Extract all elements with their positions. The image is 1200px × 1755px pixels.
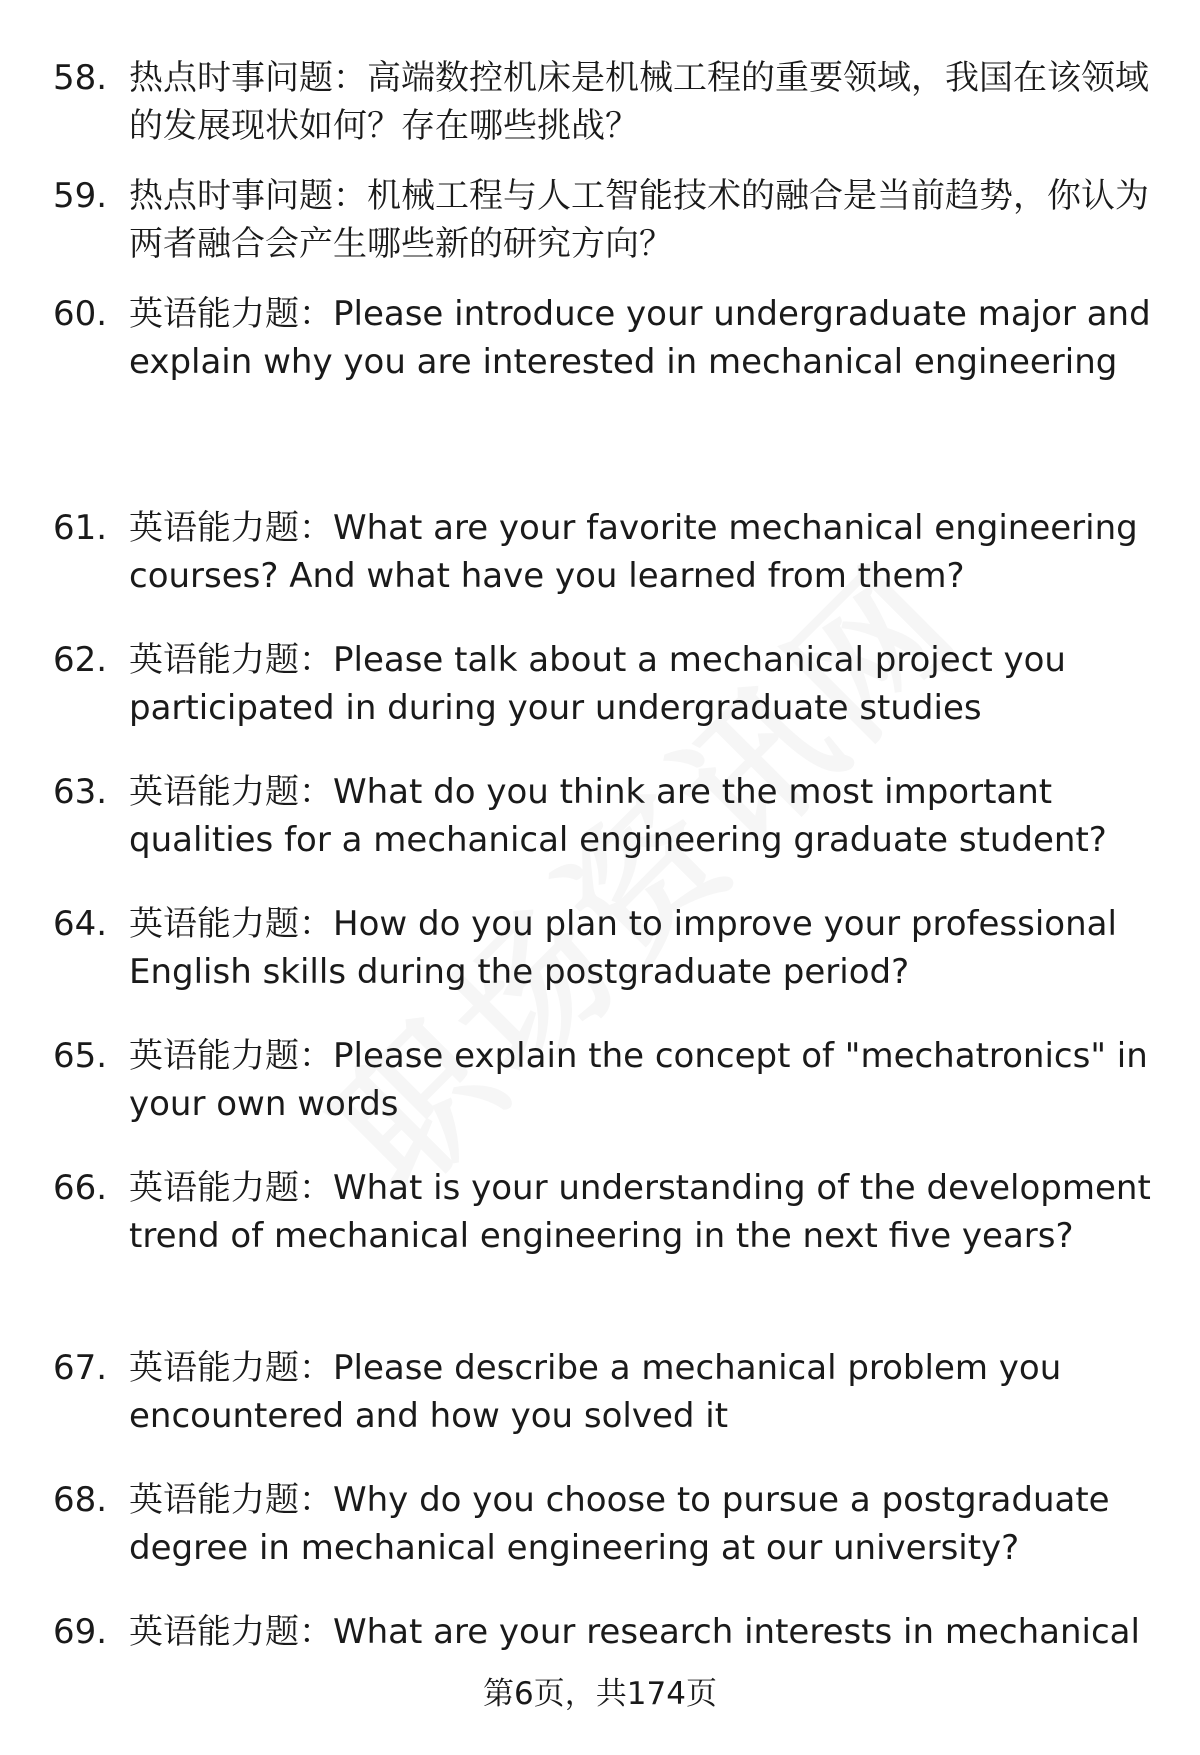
question-body	[129, 1164, 1163, 1260]
question-text: What are your favorite mechanical engineering courses? And what have you learned from them?	[129, 508, 1138, 596]
question-number: 66.	[53, 1168, 108, 1208]
question-body	[129, 54, 1163, 150]
question-category: 英语能力题：	[129, 1480, 333, 1520]
question-item	[53, 290, 1163, 386]
question-number: 63.	[53, 772, 108, 812]
page-footer	[0, 1672, 1200, 1716]
question-item	[53, 1476, 1163, 1572]
question-number: 58.	[53, 58, 108, 98]
question-body	[129, 900, 1163, 996]
question-category: 英语能力题：	[129, 508, 333, 548]
question-number: 67.	[53, 1348, 108, 1388]
question-item	[53, 1344, 1163, 1440]
question-body	[129, 504, 1163, 600]
question-body	[129, 172, 1163, 268]
question-text: Please describe a mechanical problem you encountered and how you solved it	[129, 1348, 1062, 1436]
question-number: 65.	[53, 1036, 108, 1076]
question-number: 62.	[53, 640, 108, 680]
question-text: What do you think are the most important qualities for a mechanical engineering graduate student?	[129, 772, 1107, 860]
question-body	[129, 1608, 1163, 1656]
question-text: Why do you choose to pursue a postgraduate degree in mechanical engineering at our university?	[129, 1480, 1110, 1568]
question-category: 热点时事问题：	[129, 176, 367, 216]
question-text: How do you plan to improve your professional English skills during the postgraduate period?	[129, 904, 1117, 992]
question-number: 61.	[53, 508, 108, 548]
question-category: 英语能力题：	[129, 904, 333, 944]
page-number-label: 第6页，共174页	[483, 1676, 717, 1712]
question-text: Please explain the concept of "mechatronics" in your own words	[129, 1036, 1148, 1124]
question-body	[129, 1344, 1163, 1440]
question-item	[53, 636, 1163, 732]
question-item	[53, 1164, 1163, 1260]
question-item	[53, 768, 1163, 864]
question-body	[129, 290, 1163, 386]
question-category: 英语能力题：	[129, 294, 333, 334]
question-category: 热点时事问题：	[129, 58, 367, 98]
question-item	[53, 504, 1163, 600]
question-number: 64.	[53, 904, 108, 944]
question-text: 机械工程与人工智能技术的融合是当前趋势，你认为两者融合会产生哪些新的研究方向？	[129, 176, 1149, 264]
question-item	[53, 1032, 1163, 1128]
question-category: 英语能力题：	[129, 1612, 333, 1652]
question-body	[129, 768, 1163, 864]
question-item	[53, 900, 1163, 996]
question-category: 英语能力题：	[129, 640, 333, 680]
question-number: 68.	[53, 1480, 108, 1520]
question-number: 59.	[53, 176, 108, 216]
question-category: 英语能力题：	[129, 772, 333, 812]
question-body	[129, 1476, 1163, 1572]
question-body	[129, 636, 1163, 732]
question-body	[129, 1032, 1163, 1128]
question-text: Please talk about a mechanical project you participated in during your undergraduate studies	[129, 640, 1066, 728]
question-text: 高端数控机床是机械工程的重要领域，我国在该领域的发展现状如何？存在哪些挑战？	[129, 58, 1149, 146]
question-text: What is your understanding of the development trend of mechanical engineering in the next five years?	[129, 1168, 1151, 1256]
question-category: 英语能力题：	[129, 1036, 333, 1076]
question-item	[53, 54, 1163, 150]
question-category: 英语能力题：	[129, 1348, 333, 1388]
question-number: 69.	[53, 1612, 108, 1652]
question-item	[53, 172, 1163, 268]
question-text: Please introduce your undergraduate major and explain why you are interested in mechanical engineering	[129, 294, 1151, 382]
question-category: 英语能力题：	[129, 1168, 333, 1208]
question-item	[53, 1608, 1163, 1656]
question-text: What are your research interests in mechanical	[333, 1612, 1140, 1652]
question-number: 60.	[53, 294, 108, 334]
